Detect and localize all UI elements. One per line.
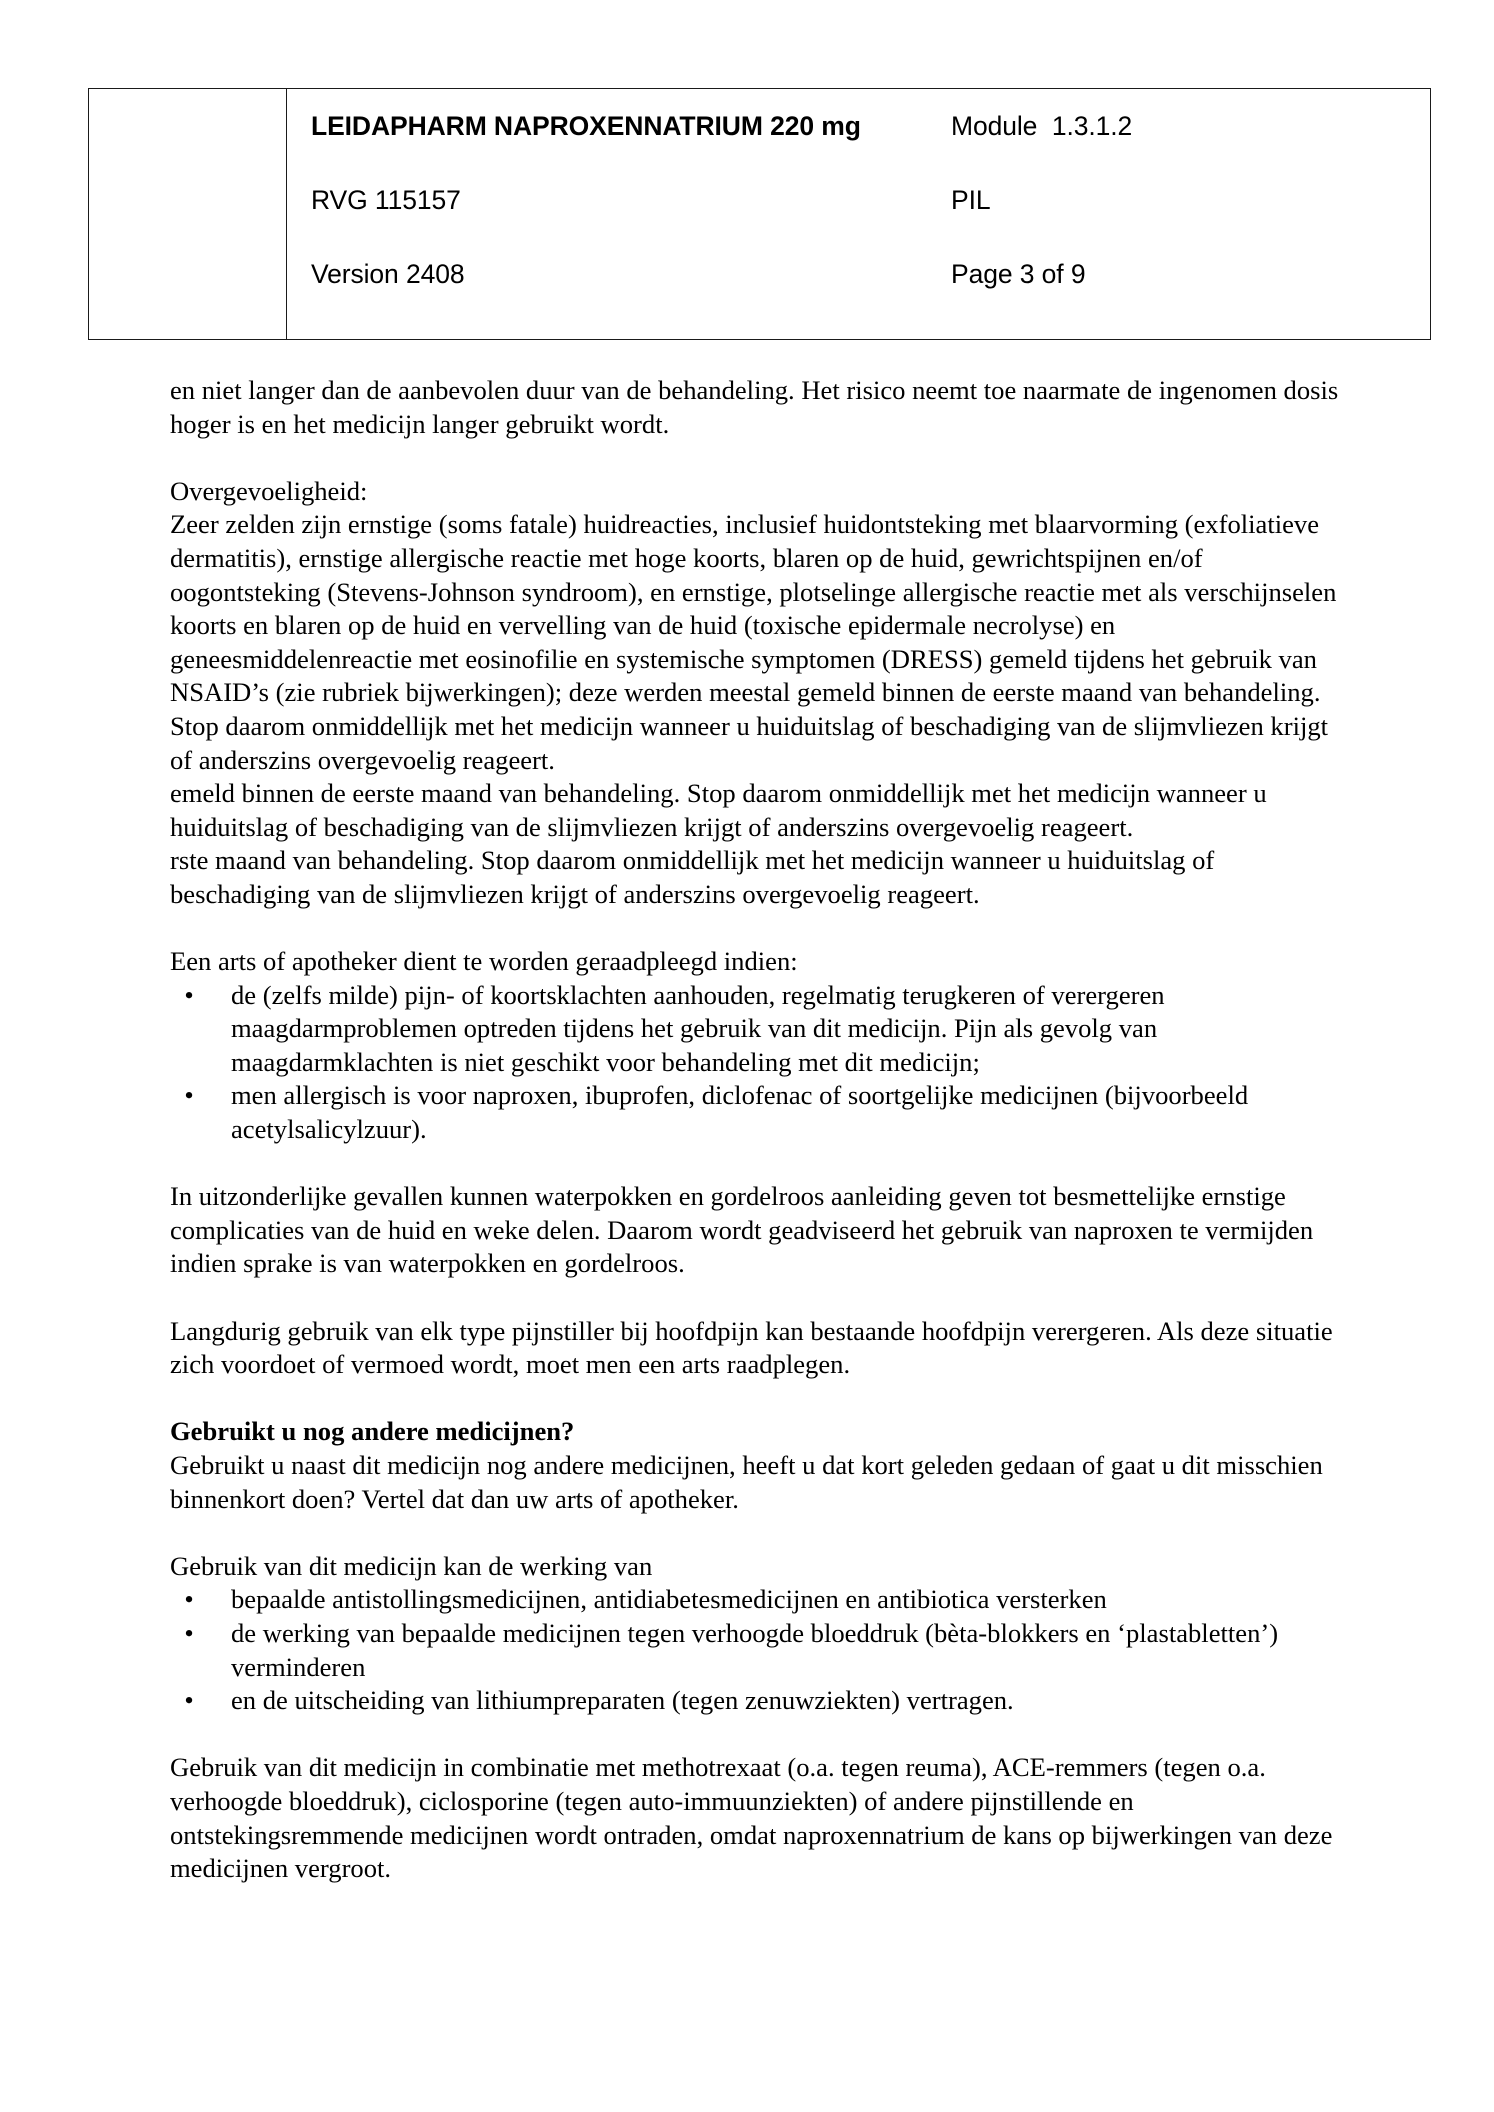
- header-row-product: [311, 111, 1430, 165]
- heading-andere-medicijnen: Gebruikt u nog andere medicijnen?: [170, 1416, 575, 1447]
- leaflet-body: [170, 374, 1355, 1886]
- version-number: Version 2408: [311, 259, 465, 289]
- spacer: [170, 441, 1355, 475]
- header-table-row: [89, 89, 1431, 340]
- paragraph-waterpokken-gordelroos: In uitzonderlijke gevallen kunnen waterpokken en gordelroos aanleiding geven tot besmettelijke ernstige complicaties van de huid en weke delen. Daarom wordt geadviseerd het gebruik van naproxen te vermijden indien sprake is van waterpokken en gordelroos.: [170, 1181, 1314, 1279]
- bullet-list-werking: [170, 1583, 1355, 1717]
- document-header-table: [88, 88, 1431, 340]
- list-item-text: de (zelfs milde) pijn- of koortsklachten aanhouden, regelmatig terugkeren of verergeren maagdarmproblemen optreden tijdens het gebruik van dit medicijn. Pijn als gevolg van maagdarmklachten is niet geschikt voor behandeling met dit medicijn;: [231, 979, 1165, 1077]
- list-item: [170, 1684, 1355, 1718]
- list-item: [170, 979, 1355, 1080]
- paragraph-continuation-dosage: en niet langer dan de aanbevolen duur van de behandeling. Het risico neemt toe naarmate de ingenomen dosis hoger is en het medicijn langer gebruikt wordt.: [170, 375, 1339, 439]
- document-type-label: PIL: [951, 185, 991, 215]
- list-item-text: en de uitscheiding van lithiumpreparaten (tegen zenuwziekten) vertragen.: [231, 1685, 1014, 1716]
- rvg-number: RVG 115157: [311, 185, 461, 215]
- spacer: [170, 1382, 1355, 1416]
- header-row-version: [311, 259, 1430, 313]
- header-info-grid: [311, 111, 1430, 313]
- paragraph-andere-medicijnen: Gebruikt u naast dit medicijn nog andere medicijnen, heeft u dat kort geleden gedaan of gaat u dit misschien binnenkort doen? Vertel dat dan uw arts of apotheker.: [170, 1450, 1323, 1514]
- list-item-text: men allergisch is voor naproxen, ibuprofen, diclofenac of soortgelijke medicijnen (bijvoorbeeld acetylsalicylzuur).: [231, 1080, 1249, 1145]
- header-logo-cell: [89, 89, 287, 340]
- bullet-icon: •: [184, 979, 194, 1010]
- list-item-text: bepaalde antistollingsmedicijnen, antidiabetesmedicijnen en antibiotica versterken: [231, 1584, 1107, 1615]
- spacer: [170, 1281, 1355, 1315]
- paragraph-overgevoeligheid-repeat-2: rste maand van behandeling. Stop daarom onmiddellijk met het medicijn wanneer u huiduitslag of beschadiging van de slijmvliezen krijgt of anderszins overgevoelig reageert.: [170, 845, 1215, 909]
- spacer: [170, 912, 1355, 946]
- page-number: Page 3 of 9: [951, 259, 1086, 289]
- bullet-icon: •: [184, 1080, 194, 1111]
- list-item: [170, 1583, 1355, 1617]
- bullet-icon: •: [184, 1685, 194, 1716]
- header-row-rvg: [311, 185, 1430, 239]
- header-info-cell: [287, 89, 1431, 340]
- subheading-overgevoeligheid: Overgevoeligheid:: [170, 475, 368, 506]
- bullet-list-consult: [170, 979, 1355, 1147]
- list-item-text: de werking van bepaalde medicijnen tegen verhoogde bloeddruk (bèta-blokkers en ‘plastabletten’) verminderen: [231, 1617, 1279, 1682]
- bullet-icon: •: [184, 1584, 194, 1615]
- paragraph-overgevoeligheid: Zeer zelden zijn ernstige (soms fatale) huidreacties, inclusief huidontsteking met blaarvorming (exfoliatieve dermatitis), ernstige allergische reactie met hoge koorts, blaren op de huid, gewrichtspijnen en/of oogontsteking (Stevens-Johnson syndroom), en ernstige, plotselinge allergische reactie met als verschijnselen koorts en blaren op de huid en vervelling van de huid (toxische epidermale necrolyse) en geneesmiddelenreactie met eosinofilie en systemische symptomen (DRESS) gemeld tijdens het gebruik van NSAID’s (zie rubriek bijwerkingen); deze werden meestal gemeld binnen de eerste maand van behandeling. Stop daarom onmiddellijk met het medicijn wanneer u huiduitslag of beschadiging van de slijmvliezen krijgt of anderszins overgevoelig reageert.: [170, 509, 1337, 775]
- product-title: LEIDAPHARM NAPROXENNATRIUM 220 mg: [311, 111, 861, 141]
- intro-werking-van: Gebruik van dit medicijn kan de werking van: [170, 1550, 653, 1581]
- intro-consult-doctor-pharmacist: Een arts of apotheker dient te worden geraadpleegd indien:: [170, 946, 798, 977]
- list-item: [170, 1079, 1355, 1146]
- spacer: [170, 1516, 1355, 1550]
- spacer: [170, 1147, 1355, 1181]
- paragraph-overgevoeligheid-repeat-1: emeld binnen de eerste maand van behandeling. Stop daarom onmiddellijk met het medicijn wanneer u huiduitslag of beschadiging van de slijmvliezen krijgt of anderszins overgevoelig reageert.: [170, 778, 1267, 842]
- paragraph-combinatie-medicijnen: Gebruik van dit medicijn in combinatie met methotrexaat (o.a. tegen reuma), ACE-remmers (tegen o.a. verhoogde bloeddruk), ciclosporine (tegen auto-immuunziekten) of andere pijnstillende en ontstekingsremmende medicijnen wordt ontraden, omdat naproxennatrium de kans op bijwerkingen van deze medicijnen vergroot.: [170, 1752, 1333, 1884]
- list-item: [170, 1617, 1355, 1684]
- bullet-icon: •: [184, 1617, 194, 1648]
- spacer: [170, 1718, 1355, 1752]
- paragraph-langdurig-gebruik: Langdurig gebruik van elk type pijnstiller bij hoofdpijn kan bestaande hoofdpijn verergeren. Als deze situatie zich voordoet of vermoed wordt, moet men een arts raadplegen.: [170, 1315, 1333, 1380]
- module-reference: Module 1.3.1.2: [951, 111, 1133, 141]
